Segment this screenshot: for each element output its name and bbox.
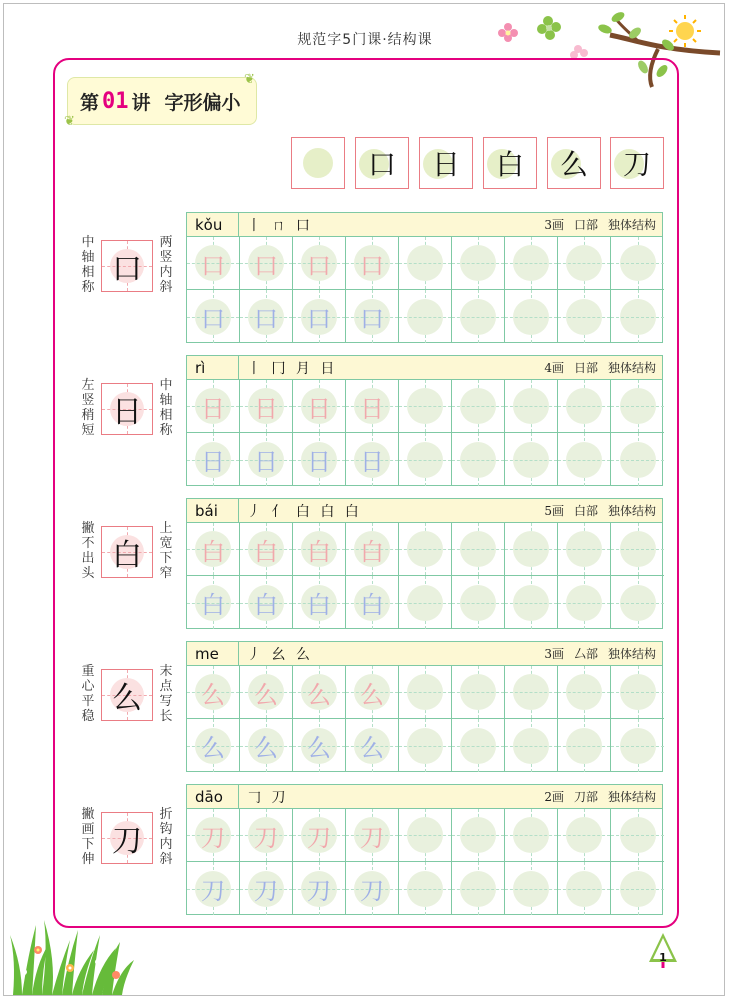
reference-char-box	[547, 137, 601, 189]
stroke-order: 丿 幺 么	[247, 646, 313, 663]
practice-cell[interactable]	[452, 523, 505, 576]
practice-cell[interactable]	[293, 666, 346, 719]
model-char-box	[101, 812, 153, 864]
cell-circle	[620, 817, 656, 853]
practice-cell[interactable]	[346, 380, 399, 433]
cell-circle	[460, 245, 496, 281]
model-char-box	[101, 526, 153, 578]
practice-cell[interactable]	[293, 576, 346, 629]
practice-cell[interactable]	[293, 523, 346, 576]
trace-char: 么	[307, 680, 331, 709]
char-info	[534, 645, 662, 662]
model-char: 么	[112, 681, 142, 716]
practice-cell[interactable]	[346, 862, 399, 915]
trace-char: 白	[307, 537, 331, 566]
practice-cell[interactable]	[240, 576, 293, 629]
practice-cell[interactable]	[346, 666, 399, 719]
cell-circle	[407, 817, 443, 853]
practice-cell[interactable]	[293, 809, 346, 862]
practice-cell[interactable]	[293, 433, 346, 486]
practice-cell[interactable]	[505, 380, 558, 433]
practice-cell[interactable]	[611, 809, 664, 862]
practice-cell[interactable]	[611, 433, 664, 486]
left-tip: 撇不出头	[81, 521, 95, 581]
stroke-count: 4画	[544, 361, 564, 375]
cell-circle	[513, 299, 549, 335]
practice-cell[interactable]	[399, 433, 452, 486]
lesson-prefix: 第	[80, 91, 100, 114]
cell-circle	[620, 531, 656, 567]
cell-circle	[407, 585, 443, 621]
practice-cell[interactable]	[346, 809, 399, 862]
practice-cell[interactable]	[346, 237, 399, 290]
grass-decoration	[8, 920, 138, 995]
practice-cell[interactable]	[399, 809, 452, 862]
stroke-order: 丨 ㄇ 口	[247, 217, 313, 234]
practice-cell[interactable]	[611, 523, 664, 576]
trace-char: 口	[307, 305, 331, 333]
practice-cell[interactable]	[293, 290, 346, 343]
cell-circle	[460, 388, 496, 424]
radical: 白部	[573, 504, 598, 518]
trace-char: 日	[307, 448, 331, 476]
trace-char: 刀	[201, 823, 225, 852]
char-info	[534, 216, 662, 233]
trace-char: 口	[201, 305, 225, 333]
practice-cell[interactable]	[505, 809, 558, 862]
cell-circle	[513, 871, 549, 907]
practice-grid	[186, 666, 663, 772]
trace-char: 么	[360, 680, 384, 709]
cell-circle	[407, 442, 443, 478]
practice-cell[interactable]	[293, 862, 346, 915]
practice-grid	[186, 237, 663, 343]
practice-cell[interactable]	[346, 433, 399, 486]
practice-cell[interactable]	[187, 666, 240, 719]
reference-char-box	[610, 137, 664, 189]
trace-char: 日	[307, 394, 331, 423]
cell-circle	[407, 388, 443, 424]
reference-char-box	[355, 137, 409, 189]
pinyin: bái	[187, 499, 239, 522]
practice-cell[interactable]	[346, 576, 399, 629]
pinyin: me	[187, 642, 239, 665]
reference-char: 么	[559, 148, 588, 181]
practice-cell[interactable]	[240, 237, 293, 290]
cell-circle	[460, 817, 496, 853]
practice-cell[interactable]	[187, 719, 240, 772]
lesson-number: 01	[102, 88, 129, 114]
cell-circle	[620, 245, 656, 281]
stroke-count: 3画	[544, 218, 564, 232]
cell-circle	[620, 871, 656, 907]
practice-cell[interactable]	[399, 380, 452, 433]
practice-cell[interactable]	[399, 237, 452, 290]
trace-char: 白	[254, 537, 278, 566]
radical: 刀部	[573, 790, 598, 804]
right-tip: 中轴相称	[159, 378, 173, 438]
practice-cell[interactable]	[611, 576, 664, 629]
reference-char-box	[419, 137, 473, 189]
cell-circle	[620, 674, 656, 710]
practice-cell[interactable]	[240, 380, 293, 433]
practice-cell[interactable]	[240, 523, 293, 576]
reference-char-box	[291, 137, 345, 189]
left-tip: 重心平稳	[81, 664, 95, 724]
trace-char: 口	[254, 251, 278, 280]
trace-char: 日	[201, 448, 225, 476]
trace-char: 口	[360, 251, 384, 280]
practice-cell[interactable]	[452, 862, 505, 915]
trace-char: 刀	[201, 877, 225, 905]
row-header	[186, 212, 663, 237]
practice-cell[interactable]	[346, 719, 399, 772]
char-info	[534, 502, 662, 519]
cell-circle	[566, 442, 602, 478]
cell-circle	[407, 871, 443, 907]
cell-circle	[460, 871, 496, 907]
structure: 独体结构	[607, 647, 656, 661]
pinyin: kǒu	[187, 213, 239, 236]
cell-circle	[566, 585, 602, 621]
practice-cell[interactable]	[558, 237, 611, 290]
cell-circle	[513, 531, 549, 567]
cell-circle	[460, 728, 496, 764]
row-header	[186, 784, 663, 809]
practice-cell[interactable]	[611, 290, 664, 343]
reference-char: 白	[495, 148, 524, 181]
practice-cell[interactable]	[611, 380, 664, 433]
right-tip: 末点写长	[159, 664, 173, 724]
practice-cell[interactable]	[505, 666, 558, 719]
structure: 独体结构	[607, 790, 656, 804]
char-info	[534, 788, 662, 805]
cell-circle	[513, 442, 549, 478]
practice-cell[interactable]	[399, 523, 452, 576]
cell-circle	[566, 245, 602, 281]
practice-cell[interactable]	[452, 433, 505, 486]
left-tip: 左竖稍短	[81, 378, 95, 438]
trace-char: 刀	[254, 877, 278, 905]
reference-char: 刀	[622, 148, 651, 181]
cell-circle	[460, 299, 496, 335]
practice-cell[interactable]	[240, 666, 293, 719]
stroke-order: 𠃌 刀	[247, 789, 289, 806]
practice-cell[interactable]	[558, 380, 611, 433]
practice-cell[interactable]	[505, 862, 558, 915]
trace-char: 口	[254, 305, 278, 333]
practice-cell[interactable]	[558, 433, 611, 486]
practice-grid	[186, 523, 663, 629]
model-char: 日	[112, 395, 142, 430]
cell-circle	[566, 299, 602, 335]
practice-cell[interactable]	[505, 290, 558, 343]
trace-char: 口	[307, 251, 331, 280]
right-tip: 两竖内斜	[159, 235, 173, 295]
reference-circle	[303, 148, 333, 178]
cell-circle	[407, 531, 443, 567]
model-char: 刀	[112, 824, 142, 859]
cell-circle	[513, 245, 549, 281]
lesson-title: 字形偏小	[164, 91, 241, 114]
practice-cell[interactable]	[240, 433, 293, 486]
practice-cell[interactable]	[346, 523, 399, 576]
practice-cell[interactable]	[452, 666, 505, 719]
practice-cell[interactable]	[558, 809, 611, 862]
trace-char: 日	[360, 394, 384, 423]
practice-cell[interactable]	[187, 523, 240, 576]
lesson-suffix: 讲	[131, 91, 151, 114]
trace-char: 白	[360, 537, 384, 566]
row-header	[186, 355, 663, 380]
radical: 日部	[573, 361, 598, 375]
stroke-count: 3画	[544, 647, 564, 661]
cell-circle	[566, 817, 602, 853]
stroke-count: 5画	[544, 504, 564, 518]
cell-circle	[513, 817, 549, 853]
lesson-label	[67, 77, 257, 125]
cell-circle	[566, 871, 602, 907]
practice-cell[interactable]	[558, 576, 611, 629]
cell-circle	[460, 674, 496, 710]
cell-circle	[620, 388, 656, 424]
trace-char: 么	[254, 734, 278, 762]
reference-char: 日	[431, 148, 460, 181]
practice-cell[interactable]	[558, 862, 611, 915]
trace-char: 白	[360, 591, 384, 619]
structure: 独体结构	[607, 218, 656, 232]
cell-circle	[407, 299, 443, 335]
practice-cell[interactable]	[399, 862, 452, 915]
practice-cell[interactable]	[293, 719, 346, 772]
practice-cell[interactable]	[240, 809, 293, 862]
practice-cell[interactable]	[611, 666, 664, 719]
cell-circle	[460, 585, 496, 621]
cell-circle	[566, 388, 602, 424]
practice-grid	[186, 809, 663, 915]
practice-cell[interactable]	[187, 290, 240, 343]
practice-cell[interactable]	[187, 576, 240, 629]
practice-cell[interactable]	[240, 862, 293, 915]
practice-cell[interactable]	[611, 862, 664, 915]
trace-char: 日	[201, 394, 225, 423]
trace-char: 么	[254, 680, 278, 709]
row-header	[186, 641, 663, 666]
practice-cell[interactable]	[240, 719, 293, 772]
practice-cell[interactable]	[187, 809, 240, 862]
practice-grid	[186, 380, 663, 486]
trace-char: 么	[307, 734, 331, 762]
practice-cell[interactable]	[399, 576, 452, 629]
practice-cell[interactable]	[558, 523, 611, 576]
structure: 独体结构	[607, 361, 656, 375]
stroke-order: 丿 亻 白 白 白	[247, 503, 362, 520]
practice-cell[interactable]	[452, 237, 505, 290]
practice-cell[interactable]	[399, 290, 452, 343]
cell-circle	[566, 728, 602, 764]
practice-cell[interactable]	[452, 380, 505, 433]
trace-char: 么	[360, 734, 384, 762]
practice-cell[interactable]	[452, 809, 505, 862]
model-char: 口	[112, 252, 142, 287]
trace-char: 口	[360, 305, 384, 333]
trace-char: 么	[201, 680, 225, 709]
cell-circle	[513, 388, 549, 424]
cell-circle	[460, 442, 496, 478]
trace-char: 刀	[360, 823, 384, 852]
trace-char: 刀	[254, 823, 278, 852]
left-tip: 中轴相称	[81, 235, 95, 295]
cell-circle	[407, 245, 443, 281]
practice-cell[interactable]	[505, 433, 558, 486]
trace-char: 日	[360, 448, 384, 476]
cell-circle	[620, 728, 656, 764]
practice-cell[interactable]	[611, 237, 664, 290]
trace-char: 白	[307, 591, 331, 619]
pinyin: rì	[187, 356, 239, 379]
row-header	[186, 498, 663, 523]
cell-circle	[407, 674, 443, 710]
trace-char: 刀	[307, 823, 331, 852]
practice-cell[interactable]	[187, 380, 240, 433]
cell-circle	[620, 442, 656, 478]
radical: 口部	[573, 218, 598, 232]
cell-circle	[407, 728, 443, 764]
practice-cell[interactable]	[187, 237, 240, 290]
practice-cell[interactable]	[346, 290, 399, 343]
cell-circle	[620, 585, 656, 621]
practice-cell[interactable]	[187, 862, 240, 915]
cell-circle	[620, 299, 656, 335]
stroke-count: 2画	[544, 790, 564, 804]
trace-char: 白	[201, 591, 225, 619]
stroke-order: 丨 冂 月 日	[247, 360, 338, 377]
reference-char-box	[483, 137, 537, 189]
right-tip: 上宽下窄	[159, 521, 173, 581]
cell-circle	[513, 674, 549, 710]
leaf-icon: ❦	[64, 114, 75, 129]
page-number: 1	[659, 951, 667, 964]
header-title: 规范字5门课·结构课	[297, 32, 433, 48]
trace-char: 口	[201, 251, 225, 280]
practice-cell[interactable]	[558, 290, 611, 343]
radical: 厶部	[573, 647, 598, 661]
practice-cell[interactable]	[505, 237, 558, 290]
practice-cell[interactable]	[452, 290, 505, 343]
trace-char: 日	[254, 394, 278, 423]
practice-cell[interactable]	[558, 719, 611, 772]
trace-char: 白	[254, 591, 278, 619]
practice-cell[interactable]	[293, 237, 346, 290]
left-tip: 撇画下伸	[81, 807, 95, 867]
practice-cell[interactable]	[505, 719, 558, 772]
practice-cell[interactable]	[505, 576, 558, 629]
reference-char: 口	[367, 148, 396, 181]
practice-cell[interactable]	[452, 576, 505, 629]
cell-circle	[513, 585, 549, 621]
pinyin: dāo	[187, 785, 239, 808]
char-info	[534, 359, 662, 376]
model-char-box	[101, 240, 153, 292]
practice-cell[interactable]	[611, 719, 664, 772]
practice-cell[interactable]	[399, 719, 452, 772]
trace-char: 日	[254, 448, 278, 476]
practice-cell[interactable]	[505, 523, 558, 576]
practice-cell[interactable]	[240, 290, 293, 343]
cell-circle	[460, 531, 496, 567]
model-char-box	[101, 383, 153, 435]
trace-char: 白	[201, 537, 225, 566]
trace-char: 刀	[307, 877, 331, 905]
right-tip: 折钩内斜	[159, 807, 173, 867]
model-char-box	[101, 669, 153, 721]
structure: 独体结构	[607, 504, 656, 518]
cell-circle	[566, 531, 602, 567]
practice-cell[interactable]	[293, 380, 346, 433]
trace-char: 刀	[360, 877, 384, 905]
leaf-icon: ❦	[244, 72, 255, 87]
trace-char: 么	[201, 734, 225, 762]
cell-circle	[513, 728, 549, 764]
practice-cell[interactable]	[452, 719, 505, 772]
model-char: 白	[112, 538, 142, 573]
practice-cell[interactable]	[187, 433, 240, 486]
practice-cell[interactable]	[399, 666, 452, 719]
cell-circle	[566, 674, 602, 710]
practice-cell[interactable]	[558, 666, 611, 719]
